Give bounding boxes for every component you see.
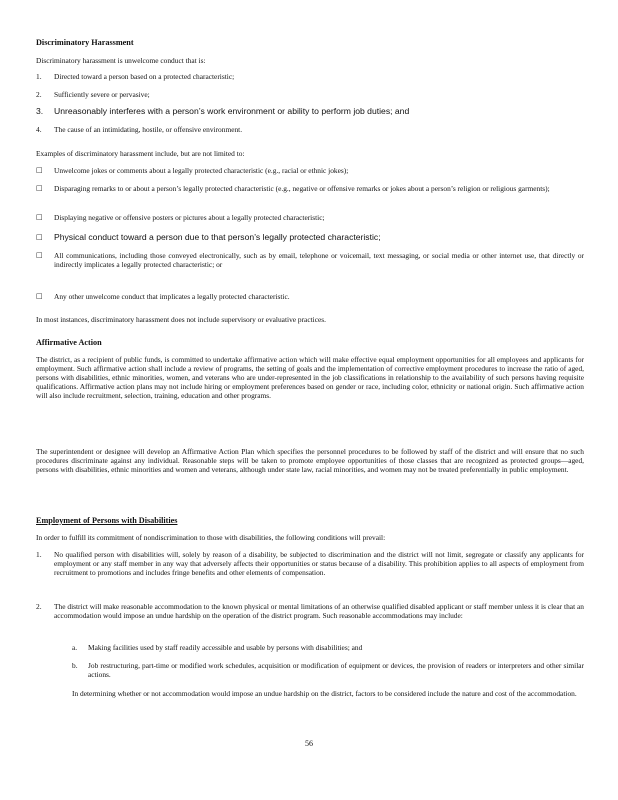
list-item xyxy=(36,72,584,81)
sub-list-item xyxy=(72,643,584,652)
list-text: No qualified person with disabilities will, solely by reason of a disability, be subjected to discrimination and the district will not limit, segregate or classify any applicants for employment or any staff member in any way that adversely affects their opportunities or status because of a disability. This prohibition applies to all aspects of employment from recruitment to promotions and includes fringe benefits and other elements of compensation. xyxy=(54,550,584,577)
sub-list-label: a. xyxy=(72,643,78,652)
affirmative-paragraph: The district, as a recipient of public funds, is committed to undertake affirmative action which will make effective equal employment opportunities for all employees and applicants for employment. Such affirmative action shall include a review of programs, the setting of goals and the implementation of corrective employment procedures to increase the ratio of aged, persons with disabilities, ethnic minorities, women, and veterans who are under-represented in the job classifications in relationship to the availability of such persons having requisite qualifications. Affirmative action plans may not include hiring or employment preferences based on gender or race, including color, ethnicity or national origin. Such affirmative action will also include recruitment, selection, training, education and other programs. xyxy=(36,355,584,400)
list-text: Unreasonably interferes with a person’s work environment or ability to perform job duties; and xyxy=(54,106,410,116)
checkbox-bullet-icon: □ xyxy=(36,166,43,174)
bullet-item xyxy=(36,166,584,175)
checkbox-bullet-icon: □ xyxy=(36,233,43,241)
employment-closing: In determining whether or not accommodation would impose an undue hardship on the district, factors to be considered include the nature and cost of the accommodation. xyxy=(72,689,577,698)
bullet-text: Disparaging remarks to or about a person’s legally protected characteristic (e.g., negative or offensive remarks or jokes about a person’s religion or religious garments); xyxy=(54,184,550,193)
affirmative-paragraph: The superintendent or designee will develop an Affirmative Action Plan which specifies the personnel procedures to be followed by staff of the district and will ensure that no such procedures discriminate against any individual. Reasonable steps will be taken to promote employee opportunities of those classes that are recognized as protected groups—aged, persons with disabilities, ethnic minorities and women and veterans, although under state law, racial minorities, and women may not be treated preferentially in public employment. xyxy=(36,447,584,474)
bullet-item xyxy=(36,251,584,269)
list-item xyxy=(36,550,584,577)
list-item xyxy=(36,106,584,116)
list-text: The district will make reasonable accommodation to the known physical or mental limitations of an otherwise qualified disabled applicant or staff member unless it is clear that an accommodation would impose an undue hardship on the operation of the district program. Such reasonable accommodations may include: xyxy=(54,602,584,620)
sub-list-text: Job restructuring, part-time or modified work schedules, acquisition or modification of equipment or devices, the provision of readers or interpreters and other similar actions. xyxy=(88,661,584,679)
list-item xyxy=(36,90,584,99)
bullet-text: Physical conduct toward a person due to that person’s legally protected characteristic; xyxy=(54,232,381,242)
list-number: 1. xyxy=(36,550,42,559)
list-text: The cause of an intimidating, hostile, or offensive environment. xyxy=(54,125,243,134)
discriminatory-closing: In most instances, discriminatory harassment does not include supervisory or evaluative practices. xyxy=(36,315,327,324)
page-number: 56 xyxy=(305,739,313,748)
list-text: Sufficiently severe or pervasive; xyxy=(54,90,150,99)
list-number: 2. xyxy=(36,90,42,99)
bullet-text: Displaying negative or offensive posters or pictures about a legally protected characteristic; xyxy=(54,213,325,222)
sub-list-label: b. xyxy=(72,661,78,670)
list-number: 3. xyxy=(36,106,44,116)
list-number: 4. xyxy=(36,125,42,134)
bullet-item xyxy=(36,232,584,242)
sub-list-text: Making facilities used by staff readily accessible and usable by persons with disabilities; and xyxy=(88,643,363,652)
bullet-item xyxy=(36,213,584,222)
list-item xyxy=(36,602,584,620)
checkbox-bullet-icon: □ xyxy=(36,292,43,300)
bullet-item xyxy=(36,292,584,301)
checkbox-bullet-icon: □ xyxy=(36,184,43,192)
affirmative-heading: Affirmative Action xyxy=(36,338,102,347)
list-text: Directed toward a person based on a protected characteristic; xyxy=(54,72,235,81)
list-number: 1. xyxy=(36,72,42,81)
sub-list-item xyxy=(72,661,584,679)
discriminatory-intro: Discriminatory harassment is unwelcome conduct that is: xyxy=(36,56,206,65)
discriminatory-heading: Discriminatory Harassment xyxy=(36,38,134,47)
bullet-text: Any other unwelcome conduct that implicates a legally protected characteristic. xyxy=(54,292,290,301)
list-number: 2. xyxy=(36,602,42,611)
examples-intro: Examples of discriminatory harassment include, but are not limited to: xyxy=(36,149,245,158)
employment-intro: In order to fulfill its commitment of nondiscrimination to those with disabilities, the following conditions will prevail: xyxy=(36,533,386,542)
bullet-text: All communications, including those conveyed electronically, such as by email, telephone or voicemail, text messaging, or social media or other internet use, that directly or indirectly implicates a legally protected characteristic; or xyxy=(54,251,584,269)
bullet-text: Unwelcome jokes or comments about a legally protected characteristic (e.g., racial or ethnic jokes); xyxy=(54,166,349,175)
list-item xyxy=(36,125,584,134)
checkbox-bullet-icon: □ xyxy=(36,251,43,259)
bullet-item xyxy=(36,184,584,193)
checkbox-bullet-icon: □ xyxy=(36,213,43,221)
employment-heading: Employment of Persons with Disabilities xyxy=(36,516,178,525)
